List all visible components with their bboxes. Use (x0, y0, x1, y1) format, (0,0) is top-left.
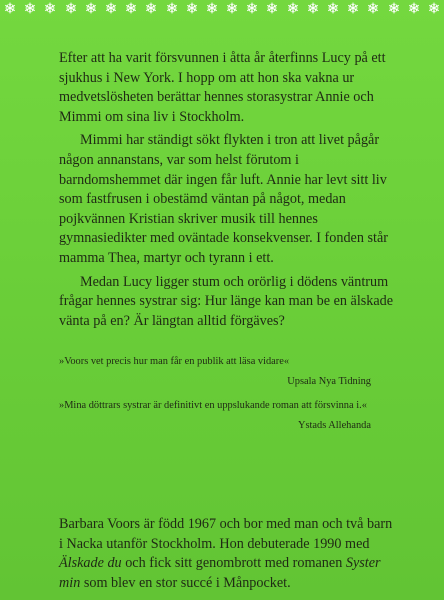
review-quote-text: »Mina döttrars systrar är definitivt en uppslukande roman att försvinna i.« (59, 400, 367, 412)
author-bio (59, 515, 397, 593)
bio-text: som blev en stor succé i Månpocket. (80, 574, 291, 591)
snowflake-icon (44, 2, 56, 14)
review-quote-text: »Voors vet precis hur man får en publik att läsa vidare« (59, 356, 290, 368)
snowflake-icon (226, 2, 238, 14)
review-quote-2 (59, 399, 397, 433)
snowflake-icon (388, 2, 400, 14)
blurb-paragraph-1: Efter att ha varit försvunnen i åtta år återfinns Lucy på ett sjukhus i New York. I hopp om att hon ska vakna ur medvetslösheten berättar hennes storasystrar Annie och Mimmi om sina liv i Stockholm. (59, 50, 386, 125)
blurb-block (59, 49, 397, 433)
blurb-paragraph-2: Mimmi har ständigt sökt flykten i tron att livet pågår någon annanstans, var som helst förutom i barndomshemmet där ingen får luft. Annie har levt sitt liv som fastfrusen i obestämd väntan på något, medan pojkvännen Kristian skriver musik till hennes gymnasiedikter med oväntade konsekvenser. I fonden står mamma Thea, martyr och tyrann i ett. (59, 132, 388, 266)
bio-book-title: Syster min (59, 555, 381, 591)
snowflake-icon (307, 2, 319, 14)
snowflake-icon (408, 2, 420, 14)
snowflake-icon (65, 2, 77, 14)
blurb-paragraph-3: Medan Lucy ligger stum och orörlig i dödens väntrum frågar hennes systrar sig: Hur länge kan man be en älskade vänta på en? Är längtan alltid förgäves? (59, 273, 394, 329)
snowflake-icon (24, 2, 36, 14)
snowflake-icon (145, 2, 157, 14)
snowflake-icon (85, 2, 97, 14)
snowflake-icon (428, 2, 440, 14)
review-quote-source: Upsala Nya Tidning (287, 376, 371, 388)
snowflake-icon (246, 2, 258, 14)
bio-text: Barbara Voors är född 1967 och bor med man och två barn i Nacka utanför Stockholm. Hon debuterade 1990 med (59, 516, 393, 552)
review-quote-1 (59, 355, 397, 389)
snowflake-icon (367, 2, 379, 14)
snowflake-icon (166, 2, 178, 14)
review-quotes (59, 355, 397, 433)
snowflake-icon (4, 2, 16, 14)
snowflake-icon (125, 2, 137, 14)
snowflake-icon (105, 2, 117, 14)
snowflake-border (0, 0, 444, 16)
snowflake-icon (327, 2, 339, 14)
snowflake-icon (347, 2, 359, 14)
bio-book-title: Älskade du (59, 555, 122, 572)
review-quote-source: Ystads Allehanda (297, 420, 371, 432)
bio-text: och fick sitt genombrott med romanen (121, 555, 346, 572)
snowflake-icon (287, 2, 299, 14)
snowflake-icon (206, 2, 218, 14)
snowflake-icon (266, 2, 278, 14)
snowflake-icon (186, 2, 198, 14)
